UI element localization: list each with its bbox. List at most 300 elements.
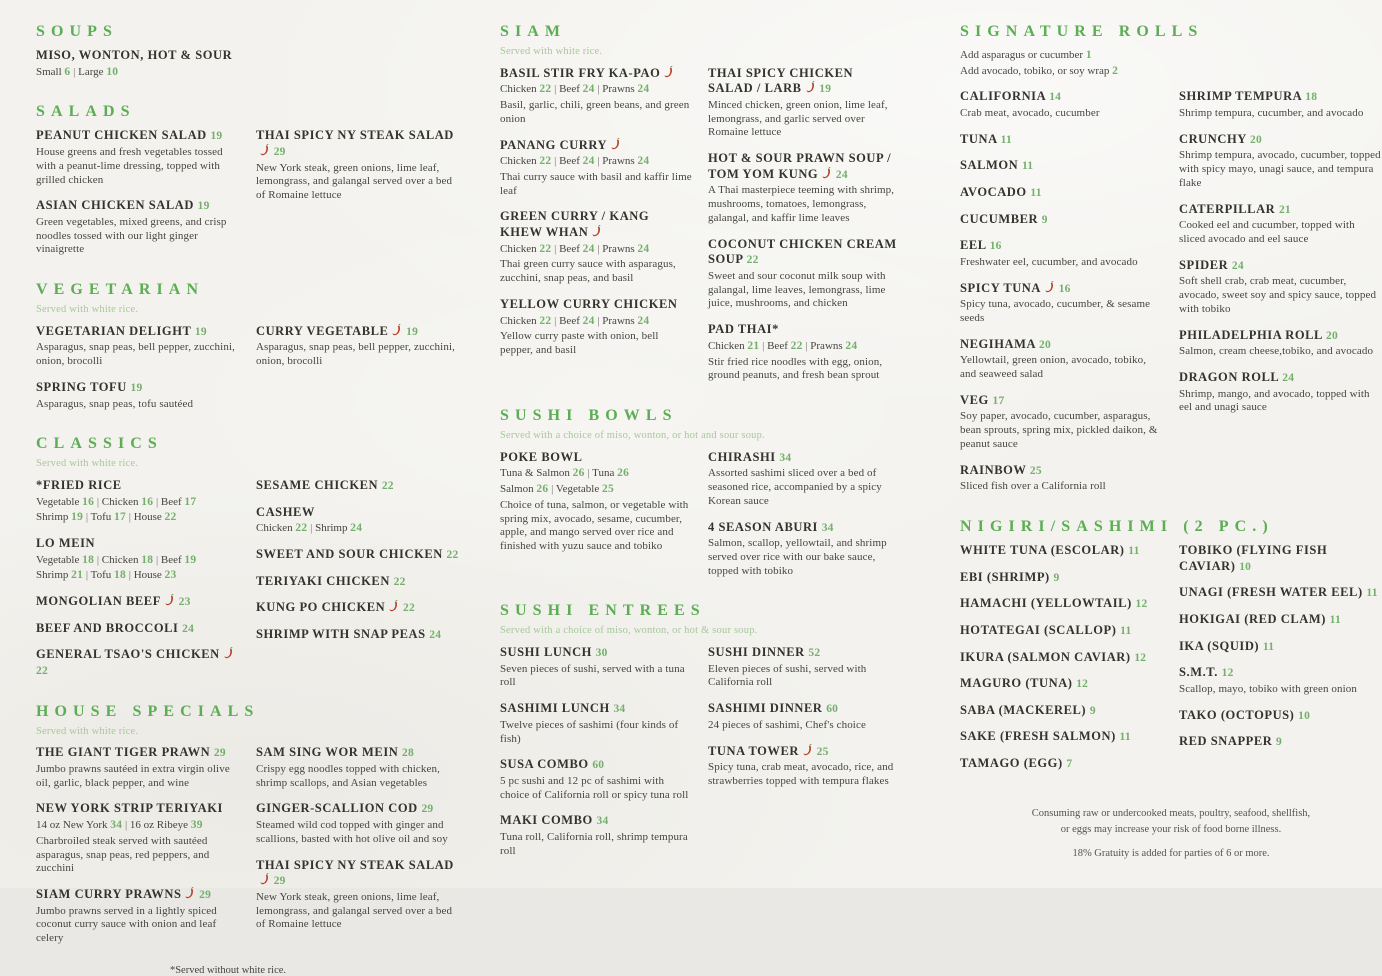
- item-price: 34: [821, 521, 834, 534]
- item-name: [36, 48, 460, 64]
- item-name-text: THE GIANT TIGER PRAWN: [36, 745, 211, 760]
- menu-item: [500, 297, 692, 358]
- item-name-text: TOBIKO (FLYING FISH CAVIAR): [1179, 543, 1328, 573]
- item-column: [500, 450, 692, 590]
- item-name: [1179, 639, 1382, 655]
- item-column: [256, 478, 460, 690]
- item-description: House greens and fresh vegetables tossed with a peanut-lime dressing, topped with grilled chicken: [36, 146, 223, 186]
- section-subtitle: Served with white rice.: [500, 46, 603, 57]
- item-variants: [500, 242, 692, 257]
- item-name-text: SUSHI DINNER: [708, 645, 805, 660]
- note-price: 2: [1112, 64, 1119, 77]
- menu-column-middle: [500, 22, 900, 888]
- variant-label: Prawns: [602, 242, 635, 255]
- item-description: Sliced fish over a California roll: [960, 480, 1106, 493]
- item-variants: [256, 521, 460, 536]
- item-description: Shrimp tempura, avocado, cucumber, topped with spicy mayo, unagi sauce, and tempura flake: [1179, 149, 1381, 189]
- item-price: 19: [406, 325, 419, 338]
- variant-price: 10: [106, 65, 119, 78]
- item-price: 11: [1120, 624, 1132, 637]
- variant-price: 24: [637, 83, 650, 96]
- menu-item: [1179, 612, 1382, 628]
- variant-label: Chicken: [500, 83, 537, 96]
- item-name-text: SAKE (FRESH SALMON): [960, 729, 1116, 744]
- chili-pepper-icon: [185, 887, 194, 899]
- chili-pepper-icon: [389, 600, 398, 612]
- section-notes: [960, 48, 1382, 79]
- section-title: SUSHI ENTREES: [500, 602, 706, 620]
- item-name-text: SUSHI LUNCH: [500, 645, 592, 660]
- menu-item: [960, 393, 1163, 452]
- item-description: Yellow curry paste with onion, bell pepper, and basil: [500, 330, 659, 357]
- item-description: Jumbo prawns served in a lightly spiced coconut curry sauce with onion and leaf celery: [36, 904, 217, 945]
- variant-price: 17: [184, 495, 197, 508]
- item-name-text: TAKO (OCTOPUS): [1179, 707, 1295, 722]
- item-price: 11: [1329, 613, 1341, 626]
- item-price: 22: [36, 665, 48, 678]
- variant-price: 18: [82, 553, 95, 566]
- variant-price: 22: [295, 522, 308, 535]
- menu-item: [1179, 734, 1382, 750]
- item-price: 9: [1276, 736, 1283, 749]
- item-name: [36, 801, 240, 817]
- section-columns: [500, 66, 900, 394]
- variant-separator: |: [153, 553, 161, 566]
- menu-item: [256, 128, 460, 203]
- variant-label: Chicken: [500, 242, 537, 255]
- item-name: [960, 543, 1163, 559]
- section-siam: [500, 22, 900, 394]
- item-description: Crispy egg noodles topped with chicken, shrimp scallops, and Asian vegetables: [256, 762, 440, 789]
- item-name: [708, 237, 900, 268]
- section-columns: [500, 645, 900, 870]
- item-price: 34: [613, 703, 626, 716]
- item-price: 29: [199, 889, 212, 902]
- variant-label: Prawns: [602, 314, 635, 327]
- menu-item: [960, 212, 1163, 228]
- item-description: Freshwater eel, cucumber, and avocado: [960, 255, 1138, 268]
- item-price: 29: [421, 803, 434, 816]
- item-name: [1179, 543, 1382, 574]
- menu-item: [36, 198, 240, 257]
- item-description: Thai green curry sauce with asparagus, zucchini, snap peas, and basil: [500, 258, 676, 285]
- item-name-text: NEGIHAMA: [960, 336, 1036, 351]
- item-variants: [500, 82, 692, 97]
- menu-item: [36, 536, 240, 583]
- item-name: [500, 450, 692, 466]
- section-footnote: *Served without white rice.: [169, 964, 287, 976]
- variant-price: 24: [582, 314, 595, 327]
- item-name-text: BASIL STIR FRY KA-PAO: [500, 65, 661, 80]
- item-column: [960, 543, 1163, 783]
- item-column: [256, 324, 460, 423]
- variant-separator: |: [125, 511, 134, 524]
- chili-pepper-icon: [822, 167, 831, 179]
- menu-item: [500, 450, 692, 554]
- section-subtitle: Served with white rice.: [36, 725, 139, 737]
- item-name: [1179, 665, 1382, 681]
- item-description: Minced chicken, green onion, lime leaf, lemongrass, and garlic served over Romaine lettuce: [708, 98, 888, 139]
- menu-item: [36, 48, 460, 79]
- item-name-text: PANANG CURRY: [500, 137, 608, 152]
- item-name: [256, 858, 460, 889]
- item-name: [500, 209, 692, 240]
- item-price: 16: [989, 240, 1002, 253]
- menu-item: [960, 703, 1163, 719]
- item-price: 24: [1282, 371, 1295, 384]
- variant-label: Beef: [767, 339, 788, 352]
- right-sections: [960, 22, 1382, 795]
- item-column: [36, 745, 240, 957]
- item-variants: [36, 553, 240, 568]
- item-price: 34: [779, 451, 792, 464]
- item-name-text: S.M.T.: [1179, 665, 1218, 680]
- middle-sections: [500, 22, 900, 870]
- variant-label: Vegetable: [36, 553, 80, 566]
- item-price: 30: [595, 647, 608, 660]
- item-name-text: TAMAGO (EGG): [960, 756, 1063, 770]
- item-name: [256, 478, 460, 494]
- variant-price: 16: [82, 495, 95, 508]
- item-price: 25: [1029, 464, 1042, 477]
- item-name-text: SESAME CHICKEN: [256, 477, 379, 492]
- item-name-text: PHILADELPHIA ROLL: [1179, 327, 1323, 342]
- variant-label: Tofu: [90, 569, 112, 582]
- item-name-text: CALIFORNIA: [960, 89, 1046, 104]
- menu-item: [960, 676, 1163, 692]
- item-name: [960, 132, 1163, 148]
- item-variants: [500, 482, 692, 497]
- item-name-text: TERIYAKI CHICKEN: [256, 573, 390, 588]
- variant-price: 22: [539, 155, 552, 168]
- variant-label: Large: [78, 65, 104, 78]
- item-variants: [500, 466, 692, 481]
- item-name-text: MONGOLIAN BEEF: [36, 594, 161, 609]
- item-price: 19: [130, 381, 143, 394]
- variant-price: 21: [747, 339, 760, 352]
- item-variants: [36, 510, 240, 525]
- item-name-text: TUNA: [960, 131, 997, 146]
- item-price: 19: [194, 325, 207, 338]
- item-column: [36, 128, 240, 268]
- item-price: 22: [393, 575, 406, 588]
- chili-pepper-icon: [392, 324, 401, 336]
- variant-price: 19: [71, 511, 84, 524]
- item-name: [36, 594, 240, 610]
- section-note: [960, 64, 1382, 80]
- menu-column-left: [36, 22, 460, 976]
- item-variants: [708, 339, 900, 354]
- menu-item: [36, 324, 240, 369]
- menu-item: [36, 594, 240, 610]
- item-column: [256, 128, 460, 268]
- section-subtitle: Served with white rice.: [36, 304, 139, 316]
- item-name: [960, 89, 1163, 105]
- menu-item: [500, 138, 692, 199]
- item-description: Charbroiled steak served with sautéed asparagus, snap peas, red peppers, and zucchini: [36, 834, 210, 875]
- item-column: [36, 324, 240, 423]
- menu-item: [256, 478, 460, 494]
- item-variants: [500, 154, 692, 169]
- item-name-text: TUNA TOWER: [708, 743, 799, 758]
- item-price: 22: [746, 254, 759, 267]
- item-name-text: SPICY TUNA: [960, 280, 1041, 295]
- item-name-text: SPIDER: [1179, 257, 1229, 272]
- item-name-text: EBI (SHRIMP): [960, 569, 1050, 584]
- item-price: 18: [1305, 91, 1318, 104]
- item-name-text: HOT & SOUR PRAWN SOUP / TOM YOM KUNG: [708, 151, 892, 181]
- item-description: Seven pieces of sushi, served with a tuna roll: [500, 662, 685, 689]
- item-name: [960, 570, 1163, 586]
- item-column: [36, 478, 240, 690]
- item-name: [1179, 708, 1382, 724]
- variant-label: Chicken: [101, 553, 139, 566]
- menu-item: [36, 887, 240, 946]
- variant-separator: |: [584, 467, 593, 480]
- item-name: [500, 813, 692, 829]
- item-column: [708, 645, 900, 870]
- menu-item: [960, 596, 1163, 612]
- item-name: [1179, 612, 1382, 628]
- item-name-text: CRUNCHY: [1179, 131, 1247, 146]
- menu-item: [960, 650, 1163, 666]
- section-vegetarian: [36, 280, 460, 422]
- item-name: [36, 478, 240, 494]
- item-name-text: SHRIMP TEMPURA: [1179, 89, 1302, 104]
- item-column: [256, 745, 460, 957]
- variant-separator: |: [551, 155, 560, 168]
- variant-price: 39: [190, 819, 203, 832]
- variant-label: Beef: [559, 83, 580, 96]
- item-description: Eleven pieces of sushi, served with California roll: [708, 662, 867, 689]
- item-description: Thai curry sauce with basil and kaffir lime leaf: [500, 170, 692, 197]
- item-name: [960, 729, 1163, 745]
- item-name-text: AVOCADO: [960, 184, 1027, 199]
- item-price: 10: [1239, 560, 1252, 573]
- item-name: [500, 297, 692, 313]
- item-description: Steamed wild cod topped with ginger and scallions, basted with hot olive oil and soy: [256, 819, 448, 845]
- note-text: Add avocado, tobiko, or soy wrap: [960, 64, 1110, 77]
- item-price: 12: [1135, 598, 1148, 611]
- item-name: [960, 185, 1163, 201]
- menu-item: [960, 337, 1163, 382]
- menu-item: [960, 158, 1163, 174]
- item-price: 19: [210, 130, 223, 143]
- section-house-specials: [36, 702, 460, 976]
- variant-separator: |: [125, 569, 134, 582]
- item-name-text: MAGURO (TUNA): [960, 676, 1073, 691]
- variant-label: Chicken: [500, 155, 537, 168]
- variant-separator: |: [307, 522, 316, 535]
- item-name: [960, 596, 1163, 612]
- variant-separator: |: [759, 339, 768, 352]
- item-name-text: SABA (MACKEREL): [960, 702, 1087, 717]
- variant-separator: |: [802, 339, 811, 352]
- section-subtitle: Served with a choice of miso, wonton, or hot and sour soup.: [500, 430, 765, 442]
- section-nigiri-sashimi-2-pc: [960, 517, 1382, 783]
- item-name: [960, 337, 1163, 353]
- item-name: [960, 650, 1163, 666]
- item-name-text: THAI SPICY NY STEAK SALAD: [256, 857, 454, 872]
- note-text: Add asparagus or cucumber: [960, 49, 1084, 61]
- menu-item: [36, 478, 240, 525]
- item-description: Shrimp, mango, and avocado, topped with eel and unagi sauce: [1179, 387, 1370, 414]
- section-title: SALADS: [36, 103, 136, 121]
- item-price: 11: [1119, 731, 1131, 744]
- variant-label: 16 oz Ribeye: [129, 819, 188, 832]
- item-name-text: NEW YORK STRIP TERIYAKI: [36, 801, 223, 816]
- variant-label: House: [133, 569, 162, 582]
- menu-item: [1179, 328, 1382, 359]
- item-name: [960, 212, 1163, 228]
- menu-item: [500, 701, 692, 746]
- item-description: Asparagus, snap peas, bell pepper, zucchini, onion, brocolli: [36, 341, 235, 368]
- variant-price: 24: [637, 314, 650, 327]
- variant-price: 19: [184, 553, 197, 566]
- variant-price: 26: [572, 467, 585, 480]
- item-name-text: POKE BOWL: [500, 449, 583, 464]
- item-description: Crab meat, avocado, cucumber: [960, 106, 1100, 119]
- item-name-text: THAI SPICY CHICKEN SALAD / LARB: [708, 65, 854, 96]
- variant-label: Vegetable: [36, 495, 80, 508]
- item-price: 24: [1231, 259, 1244, 272]
- menu-item: [960, 238, 1163, 269]
- item-name-text: VEGETARIAN DELIGHT: [36, 323, 192, 338]
- menu-item: [1179, 370, 1382, 415]
- item-name: [708, 450, 900, 466]
- item-name-text: CURRY VEGETABLE: [256, 323, 389, 338]
- item-price: 9: [1041, 213, 1048, 226]
- chili-pepper-icon: [165, 594, 174, 606]
- section-columns: [36, 128, 460, 268]
- section-title: HOUSE SPECIALS: [36, 702, 260, 720]
- item-column: [500, 66, 692, 394]
- item-name: [36, 380, 240, 396]
- item-name-text: CASHEW: [256, 504, 315, 519]
- variant-separator: |: [594, 242, 603, 255]
- variant-price: 25: [601, 483, 614, 496]
- variant-separator: |: [594, 155, 603, 168]
- menu-item: [36, 128, 240, 187]
- item-description: New York steak, green onions, lime leaf, lemongrass, and galangal served over a bed of Romaine lettuce: [256, 161, 453, 202]
- item-name: [36, 887, 240, 903]
- item-price: 52: [808, 647, 821, 660]
- item-price: 19: [197, 200, 210, 213]
- item-column: [960, 89, 1163, 505]
- item-name-text: HOTATEGAI (SCALLOP): [960, 622, 1117, 637]
- item-name: [960, 756, 1163, 772]
- variant-price: 26: [536, 483, 549, 496]
- item-price: 22: [446, 548, 459, 561]
- section-columns: [36, 48, 460, 90]
- item-name-text: SUSA COMBO: [500, 757, 589, 772]
- item-name-text: KUNG PO CHICKEN: [256, 600, 386, 615]
- menu-column-right: [960, 22, 1382, 888]
- section-title: CLASSICS: [36, 435, 163, 453]
- footer-gratuity: 18% Gratuity is added for parties of 6 or more.: [1072, 848, 1270, 860]
- menu-item: [708, 237, 900, 312]
- variant-label: Beef: [559, 242, 580, 255]
- item-price: 24: [429, 628, 442, 641]
- section-sushi-bowls: [500, 406, 900, 589]
- item-name-text: WHITE TUNA (ESCOLAR): [960, 543, 1125, 557]
- item-name: [960, 158, 1163, 174]
- footer: [960, 806, 1382, 862]
- item-price: 20: [1250, 133, 1263, 146]
- variant-price: 18: [114, 569, 126, 582]
- item-name-text: HOKIGAI (RED CLAM): [1179, 611, 1326, 626]
- variant-label: Vegetable: [555, 483, 600, 496]
- variant-price: 23: [164, 569, 177, 582]
- item-name: [708, 645, 900, 661]
- menu-item: [960, 463, 1163, 494]
- chili-pepper-icon: [1045, 281, 1054, 293]
- item-description: Sweet and sour coconut milk soup with galangal, lime leaves, lemongrass, lime juice, mushrooms, and chicken: [708, 269, 886, 310]
- item-name-text: PEANUT CHICKEN SALAD: [36, 128, 207, 143]
- item-name-text: 4 SEASON ABURI: [708, 519, 818, 534]
- variant-label: Shrimp: [36, 511, 69, 524]
- item-name: [960, 623, 1163, 639]
- item-name: [500, 757, 692, 773]
- item-name-text: MISO, WONTON, HOT & SOUR: [36, 48, 233, 62]
- item-description: Green vegetables, mixed greens, and crisp noodles tossed with our light ginger vinaigrette: [36, 215, 227, 256]
- item-column: [500, 645, 692, 870]
- menu-item: [960, 729, 1163, 745]
- variant-label: Tuna & Salmon: [500, 467, 570, 480]
- variant-label: Shrimp: [36, 569, 69, 582]
- item-name: [500, 645, 692, 661]
- item-name-text: VEG: [960, 392, 989, 407]
- section-title: SOUPS: [36, 23, 118, 40]
- item-name: [960, 281, 1163, 297]
- item-name-text: SASHIMI LUNCH: [500, 701, 610, 716]
- menu-item: [256, 324, 460, 369]
- variant-label: 14 oz New York: [36, 819, 108, 832]
- item-name-text: HAMACHI (YELLOWTAIL): [960, 596, 1132, 611]
- variant-price: 22: [539, 83, 552, 96]
- variant-price: 24: [582, 155, 595, 168]
- item-description: Spicy tuna, crab meat, avocado, rice, and strawberries topped with tempura flakes: [708, 761, 894, 787]
- item-price: 60: [592, 759, 605, 772]
- variant-label: Tofu: [90, 511, 112, 524]
- section-columns: [36, 324, 460, 423]
- item-variants: [36, 65, 460, 80]
- section-salads: [36, 102, 460, 268]
- menu-item: [256, 574, 460, 590]
- item-name-text: CATERPILLAR: [1179, 201, 1276, 216]
- item-name-text: SASHIMI DINNER: [708, 701, 823, 716]
- menu-item: [36, 745, 240, 790]
- variant-label: Chicken: [101, 495, 139, 508]
- chili-pepper-icon: [260, 873, 269, 885]
- item-name: [36, 745, 240, 761]
- variant-separator: |: [548, 483, 556, 496]
- item-name-text: EEL: [960, 238, 987, 253]
- variant-label: Beef: [160, 495, 182, 508]
- item-name: [708, 322, 900, 338]
- item-description: Soft shell crab, crab meat, cucumber, avocado, sweet soy and spicy sauce, topped with tobiko: [1179, 275, 1377, 315]
- variant-separator: |: [122, 819, 130, 832]
- item-price: 21: [1278, 203, 1291, 216]
- item-name: [708, 744, 900, 760]
- menu-item: [1179, 258, 1382, 317]
- item-name: [256, 801, 460, 817]
- section-sushi-entrees: [500, 601, 900, 869]
- menu-item: [1179, 639, 1382, 655]
- menu-item: [960, 570, 1163, 586]
- section-columns: [500, 450, 900, 590]
- section-subtitle: Served with a choice of miso, wonton, or hot & sour soup.: [500, 625, 758, 637]
